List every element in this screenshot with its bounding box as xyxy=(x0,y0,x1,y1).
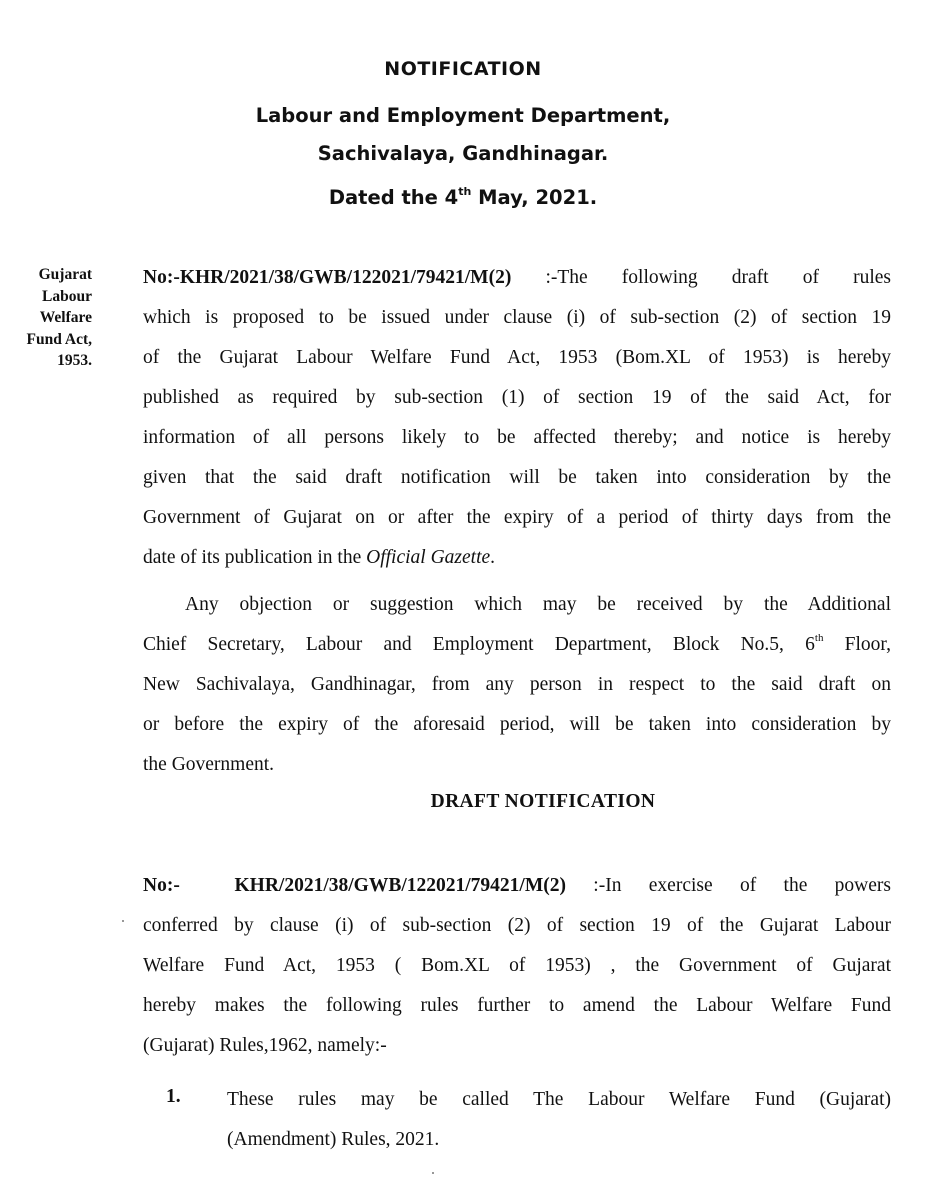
paragraph-line: the Government. xyxy=(143,754,275,775)
margin-note-line: Gujarat xyxy=(38,266,92,283)
paragraph-line: which is proposed to be issued under clause (i) of sub-section (2) of section 19 xyxy=(143,307,891,328)
office-location: Sachivalaya, Gandhinagar. xyxy=(317,142,609,165)
preamble-paragraph xyxy=(143,258,891,578)
paragraph-line: information of all persons likely to be affected thereby; and notice is hereby xyxy=(143,427,891,448)
scan-speck xyxy=(122,920,124,922)
rule-line: (Amendment) Rules, 2021. xyxy=(227,1129,440,1150)
margin-note-line: Fund Act, xyxy=(26,330,92,348)
rule-number: 1. xyxy=(166,1086,181,1107)
date-ordinal: th xyxy=(458,185,472,198)
paragraph-line: or before the expiry of the aforesaid period, will be taken into consideration by xyxy=(143,714,891,735)
notification-reference: No:-KHR/2021/38/GWB/122021/79421/M(2) xyxy=(143,267,512,288)
draft-paragraph xyxy=(143,866,891,1066)
paragraph-line: (Gujarat) Rules,1962, namely:- xyxy=(143,1035,387,1056)
margin-note xyxy=(0,264,92,372)
margin-note-line: Labour xyxy=(42,287,92,305)
paragraph-line: Welfare Fund Act, 1953 ( Bom.XL of 1953) , the Government of Gujarat xyxy=(143,955,891,976)
gazette-name: Official Gazette xyxy=(366,547,491,568)
notification-title: NOTIFICATION xyxy=(384,58,542,80)
date-prefix: Dated the 4 xyxy=(328,186,459,209)
draft-notification-heading: DRAFT NOTIFICATION xyxy=(430,791,656,812)
department-name: Labour and Employment Department, xyxy=(255,104,671,127)
paragraph-line: New Sachivalaya, Gandhinagar, from any person in respect to the said draft on xyxy=(143,674,891,695)
paragraph-line: date of its publication in the Official Gazette. xyxy=(143,547,496,568)
objection-paragraph xyxy=(143,585,891,785)
scan-speck xyxy=(432,1172,434,1174)
paragraph-line: No:- KHR/2021/38/GWB/122021/79421/M(2) :-In exercise of the powers xyxy=(143,875,892,896)
paragraph-line: conferred by clause (i) of sub-section (2) of section 19 of the Gujarat Labour xyxy=(143,915,891,936)
paragraph-line: hereby makes the following rules further to amend the Labour Welfare Fund xyxy=(143,995,891,1016)
paragraph-line: Government of Gujarat on or after the expiry of a period of thirty days from the xyxy=(143,507,891,528)
rule-text xyxy=(227,1080,891,1160)
draft-reference: KHR/2021/38/GWB/122021/79421/M(2) xyxy=(234,875,566,896)
paragraph-line: given that the said draft notification will be taken into consideration by the xyxy=(143,467,891,488)
paragraph-line: published as required by sub-section (1) of section 19 of the said Act, for xyxy=(143,387,891,408)
date-suffix: May, 2021. xyxy=(471,186,598,209)
paragraph-line: Chief Secretary, Labour and Employment Department, Block No.5, 6th Floor, xyxy=(143,632,891,655)
paragraph-line: No:-KHR/2021/38/GWB/122021/79421/M(2) :-The following draft of rules xyxy=(143,267,891,288)
paragraph-line: Any objection or suggestion which may be received by the Additional xyxy=(185,594,891,615)
margin-note-line: 1953. xyxy=(57,352,92,369)
notification-date xyxy=(0,185,926,209)
rule-line: These rules may be called The Labour Welfare Fund (Gujarat) xyxy=(227,1089,891,1110)
margin-note-line: Welfare xyxy=(39,309,92,326)
paragraph-line: of the Gujarat Labour Welfare Fund Act, 1953 (Bom.XL of 1953) is hereby xyxy=(143,347,891,368)
